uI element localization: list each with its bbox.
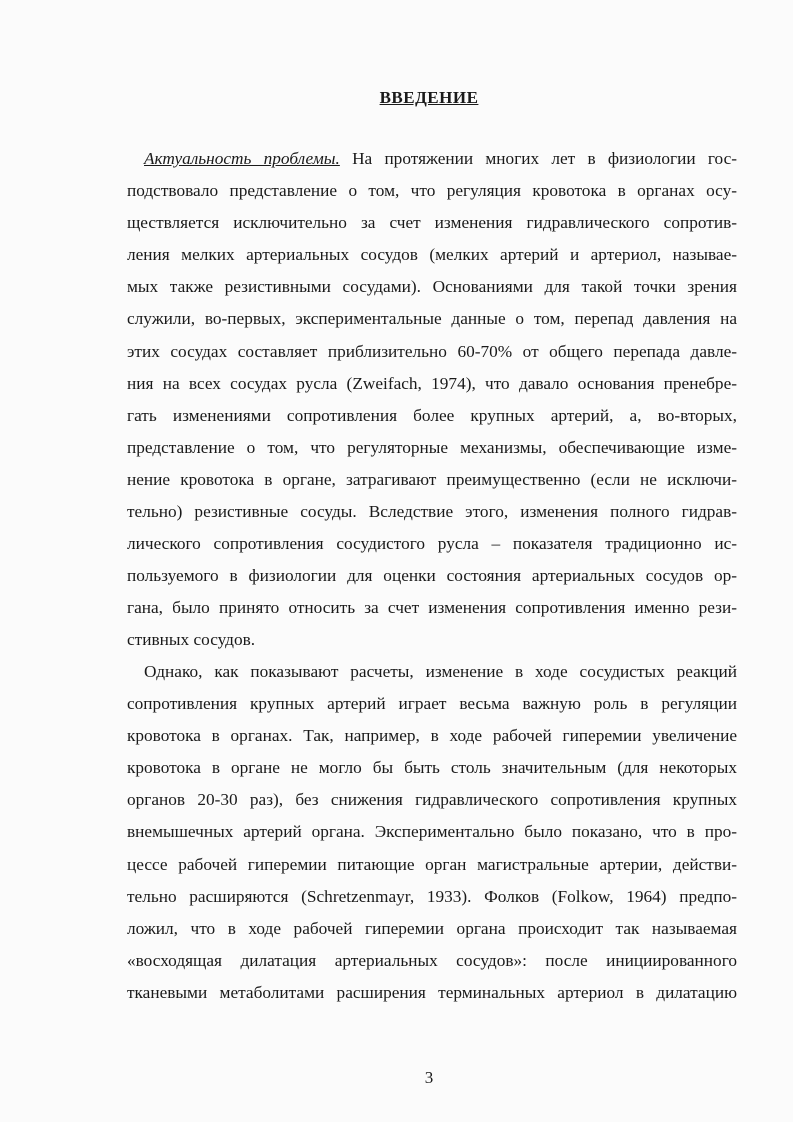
text-line: цессе рабочей гиперемии питающие орган магистральные артерии, действи- bbox=[127, 854, 737, 874]
text-line: ния на всех сосудах русла (Zweifach, 1974), что давало основания пренебре- bbox=[127, 373, 737, 393]
text-line: нение кровотока в органе, затрагивают преимущественно (если не исключи- bbox=[127, 469, 737, 489]
text-line: служили, во-первых, экспериментальные данные о том, перепад давления на bbox=[127, 309, 737, 329]
text-line: мых также резистивными сосудами). Основаниями для такой точки зрения bbox=[127, 277, 737, 297]
page-number: 3 bbox=[424, 1068, 434, 1087]
text-line: пользуемого в физиологии для оценки состояния артериальных сосудов ор- bbox=[127, 566, 737, 586]
text-line: кровотока в органах. Так, например, в ходе рабочей гиперемии увеличение bbox=[127, 726, 737, 746]
text-line: ложил, что в ходе рабочей гиперемии органа происходит так называемая bbox=[127, 918, 737, 938]
text-line: органов 20-30 раз), без снижения гидравлического сопротивления крупных bbox=[127, 790, 737, 810]
paragraph-relevance bbox=[127, 143, 737, 657]
text-line: гана, было принято относить за счет изменения сопротивления именно рези- bbox=[127, 598, 737, 618]
text-line: лического сопротивления сосудистого русла – показателя традиционно ис- bbox=[127, 534, 737, 554]
text-line: ления мелких артериальных сосудов (мелких артерий и артериол, называе- bbox=[127, 245, 737, 265]
lead-term: Актуальность проблемы. bbox=[144, 149, 340, 168]
text-line: гать изменениями сопротивления более крупных артерий, а, во-вторых, bbox=[127, 405, 737, 425]
paragraph-calculations bbox=[127, 656, 737, 1009]
text-line: тельно расширяются (Schretzenmayr, 1933). Фолков (Folkow, 1964) предпо- bbox=[127, 886, 737, 906]
first-line-text: На протяжении многих лет в физиологии гос- bbox=[339, 149, 737, 168]
text-line: Однако, как показывают расчеты, изменение в ходе сосудистых реакций bbox=[144, 662, 737, 681]
paragraph-first-line bbox=[127, 143, 737, 175]
text-line: кровотока в органе не могло бы быть столь значительным (для некоторых bbox=[127, 758, 737, 778]
text-line: тканевыми метаболитами расширения терминальных артериол в дилатацию bbox=[127, 982, 737, 1002]
text-line: внемышечных артерий органа. Экспериментально было показано, что в про- bbox=[127, 822, 737, 842]
page-title: ВВЕДЕНИЕ bbox=[379, 88, 479, 107]
text-line: «восходящая дилатация артериальных сосудов»: после инициированного bbox=[127, 950, 737, 970]
text-line: подствовало представление о том, что регуляция кровотока в органах осу- bbox=[127, 181, 737, 201]
text-line: представление о том, что регуляторные механизмы, обеспечивающие изме- bbox=[127, 437, 737, 457]
text-line: ществляется исключительно за счет изменения гидравлического сопротив- bbox=[127, 213, 737, 233]
text-line: тельно) резистивные сосуды. Вследствие этого, изменения полного гидрав- bbox=[127, 502, 737, 522]
text-line: сопротивления крупных артерий играет весьма важную роль в регуляции bbox=[127, 694, 737, 714]
text-line: этих сосудах составляет приблизительно 60-70% от общего перепада давле- bbox=[127, 341, 737, 361]
text-line: стивных сосудов. bbox=[127, 630, 256, 650]
